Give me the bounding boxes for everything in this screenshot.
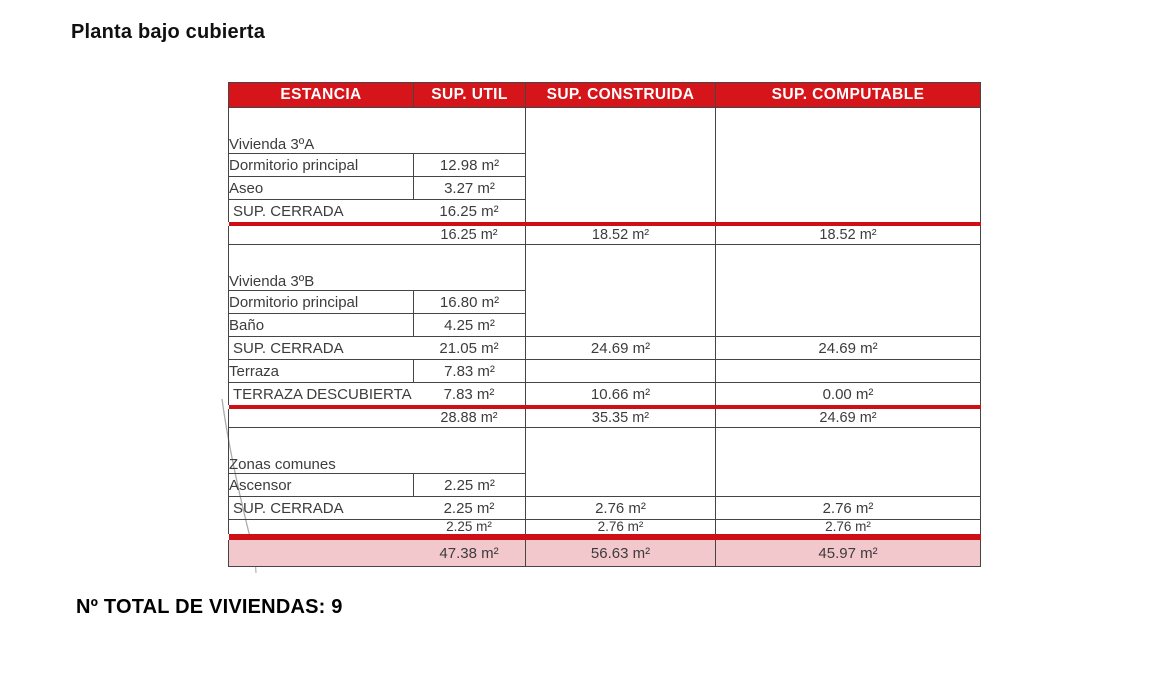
section-name: Vivienda 3ºA — [229, 108, 526, 154]
cell-grand-util: 47.38 m² — [229, 540, 526, 567]
cell-total-util: 16.25 m² — [229, 226, 526, 245]
empty-cell-construida — [526, 108, 716, 223]
cell-estancia: Ascensor — [229, 474, 414, 497]
cell-total-computable: 2.76 m² — [716, 520, 981, 535]
subtotal-row-zonas-comunes — [229, 520, 981, 535]
cell-sup-construida: 24.69 m² — [526, 337, 716, 360]
empty-cell-computable — [716, 108, 981, 223]
cell-sup-util: 4.25 m² — [414, 314, 526, 337]
cell-sup-construida: 10.66 m² — [526, 383, 716, 406]
cell-sup-computable: 24.69 m² — [716, 337, 981, 360]
empty-cell-construida — [526, 360, 716, 383]
empty-cell-computable — [716, 245, 981, 337]
cell-sup-computable: 0.00 m² — [716, 383, 981, 406]
cell-sup-util: 16.80 m² — [414, 291, 526, 314]
section-name: Vivienda 3ºB — [229, 245, 526, 291]
total-row-vivienda-3a — [229, 226, 981, 245]
cell-sup-construida: 2.76 m² — [526, 497, 716, 520]
cell-estancia: Aseo — [229, 177, 414, 200]
col-header-sup-util: SUP. UTIL — [414, 83, 526, 108]
cell-estancia: TERRAZA DESCUBIERTA — [233, 385, 412, 403]
cell-total-construida: 2.76 m² — [526, 520, 716, 535]
section-row-vivienda-3b — [229, 245, 981, 291]
section-row-zonas-comunes — [229, 428, 981, 474]
cell-total-computable: 24.69 m² — [716, 409, 981, 428]
empty-cell-construida — [526, 428, 716, 497]
total-row-vivienda-3b — [229, 409, 981, 428]
cell-estancia: Dormitorio principal — [229, 291, 414, 314]
cell-sup-util: 2.25 m² — [443, 499, 495, 517]
cell-sup-util: 7.83 m² — [443, 385, 495, 403]
cell-estancia: SUP. CERRADA — [233, 499, 344, 517]
cell-total-util: 28.88 m² — [229, 409, 526, 428]
cell-sum — [229, 337, 526, 360]
surface-areas-table — [228, 82, 981, 567]
cell-estancia: Terraza — [229, 360, 414, 383]
cell-estancia: SUP. CERRADA — [233, 339, 344, 357]
empty-cell-computable — [716, 428, 981, 497]
section-name: Zonas comunes — [229, 428, 526, 474]
cell-grand-computable: 45.97 m² — [716, 540, 981, 567]
grand-total-row — [229, 540, 981, 567]
cell-sum — [229, 383, 526, 406]
cell-sum — [229, 497, 526, 520]
col-header-estancia: ESTANCIA — [229, 83, 414, 108]
row-sup-cerrada-comunes — [229, 497, 981, 520]
cell-estancia: SUP. CERRADA — [233, 202, 344, 220]
cell-sup-util: 7.83 m² — [414, 360, 526, 383]
cell-sup-util: 3.27 m² — [414, 177, 526, 200]
cell-sup-util: 16.25 m² — [439, 202, 499, 220]
page-title: Planta bajo cubierta — [71, 21, 266, 43]
cell-total-construida: 35.35 m² — [526, 409, 716, 428]
row-sup-cerrada-b — [229, 337, 981, 360]
empty-cell-computable — [716, 360, 981, 383]
cell-total-computable: 18.52 m² — [716, 226, 981, 245]
col-header-sup-construida: SUP. CONSTRUIDA — [526, 83, 716, 108]
cell-sum — [229, 200, 526, 223]
cell-grand-construida: 56.63 m² — [526, 540, 716, 567]
cell-sup-util: 21.05 m² — [439, 339, 499, 357]
empty-cell-construida — [526, 245, 716, 337]
cell-total-util: 2.25 m² — [229, 520, 526, 535]
cell-sup-computable: 2.76 m² — [716, 497, 981, 520]
cell-total-construida: 18.52 m² — [526, 226, 716, 245]
row-terraza-descubierta — [229, 383, 981, 406]
table-header-row — [229, 83, 981, 108]
col-header-sup-computable: SUP. COMPUTABLE — [716, 83, 981, 108]
total-viviendas-label: Nº TOTAL DE VIVIENDAS: 9 — [76, 596, 343, 618]
section-row-vivienda-3a — [229, 108, 981, 154]
cell-sup-util: 2.25 m² — [414, 474, 526, 497]
row-terraza — [229, 360, 981, 383]
cell-sup-util: 12.98 m² — [414, 154, 526, 177]
cell-estancia: Baño — [229, 314, 414, 337]
cell-estancia: Dormitorio principal — [229, 154, 414, 177]
